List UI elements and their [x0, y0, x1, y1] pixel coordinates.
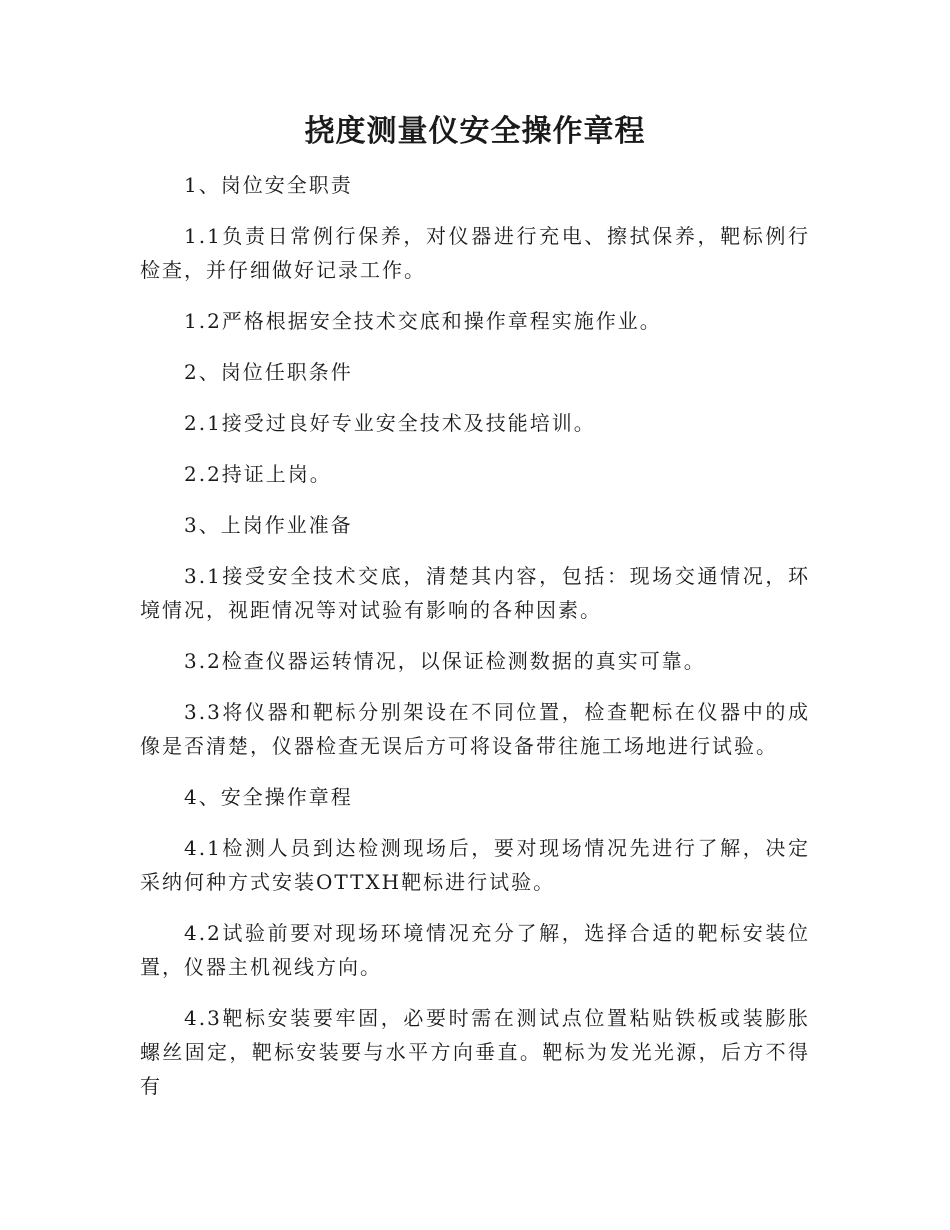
paragraph-4-3: 4.3靶标安装要牢固，必要时需在测试点位置粘贴铁板或装膨胀螺丝固定，靶标安装要与水平方向垂直。靶标为发光光源，后方不得有 — [140, 1006, 810, 1098]
document-body — [140, 168, 810, 1120]
paragraph-1-1: 1.1负责日常例行保养，对仪器进行充电、擦拭保养，靶标例行检查，并仔细做好记录工作。 — [140, 224, 810, 282]
paragraph-2-2: 2.2持证上岗。 — [184, 462, 332, 486]
section-heading-3: 3、上岗作业准备 — [184, 513, 353, 537]
section-heading-4: 4、安全操作章程 — [184, 785, 353, 809]
section-heading-2: 2、岗位任职条件 — [184, 360, 353, 384]
document-title: 挠度测量仪安全操作章程 — [304, 114, 646, 149]
paragraph-3-3: 3.3将仪器和靶标分别架设在不同位置，检查靶标在仪器中的成像是否清楚，仪器检查无误后方可将设备带往施工场地进行试验。 — [140, 700, 810, 758]
section-heading-1: 1、岗位安全职责 — [184, 173, 353, 197]
paragraph-4-1: 4.1检测人员到达检测现场后，要对现场情况先进行了解，决定采纳何种方式安装OTTXH靶标进行试验。 — [140, 836, 810, 894]
paragraph-3-1: 3.1接受安全技术交底，清楚其内容，包括：现场交通情况，环境情况，视距情况等对试验有影响的各种因素。 — [140, 564, 810, 622]
paragraph-3-2: 3.2检查仪器运转情况，以保证检测数据的真实可靠。 — [184, 649, 706, 673]
paragraph-4-2: 4.2试验前要对现场环境情况充分了解，选择合适的靶标安装位置，仪器主机视线方向。 — [140, 921, 810, 979]
paragraph-1-2: 1.2严格根据安全技术交底和操作章程实施作业。 — [184, 309, 662, 333]
paragraph-2-1: 2.1接受过良好专业安全技术及技能培训。 — [184, 411, 596, 435]
